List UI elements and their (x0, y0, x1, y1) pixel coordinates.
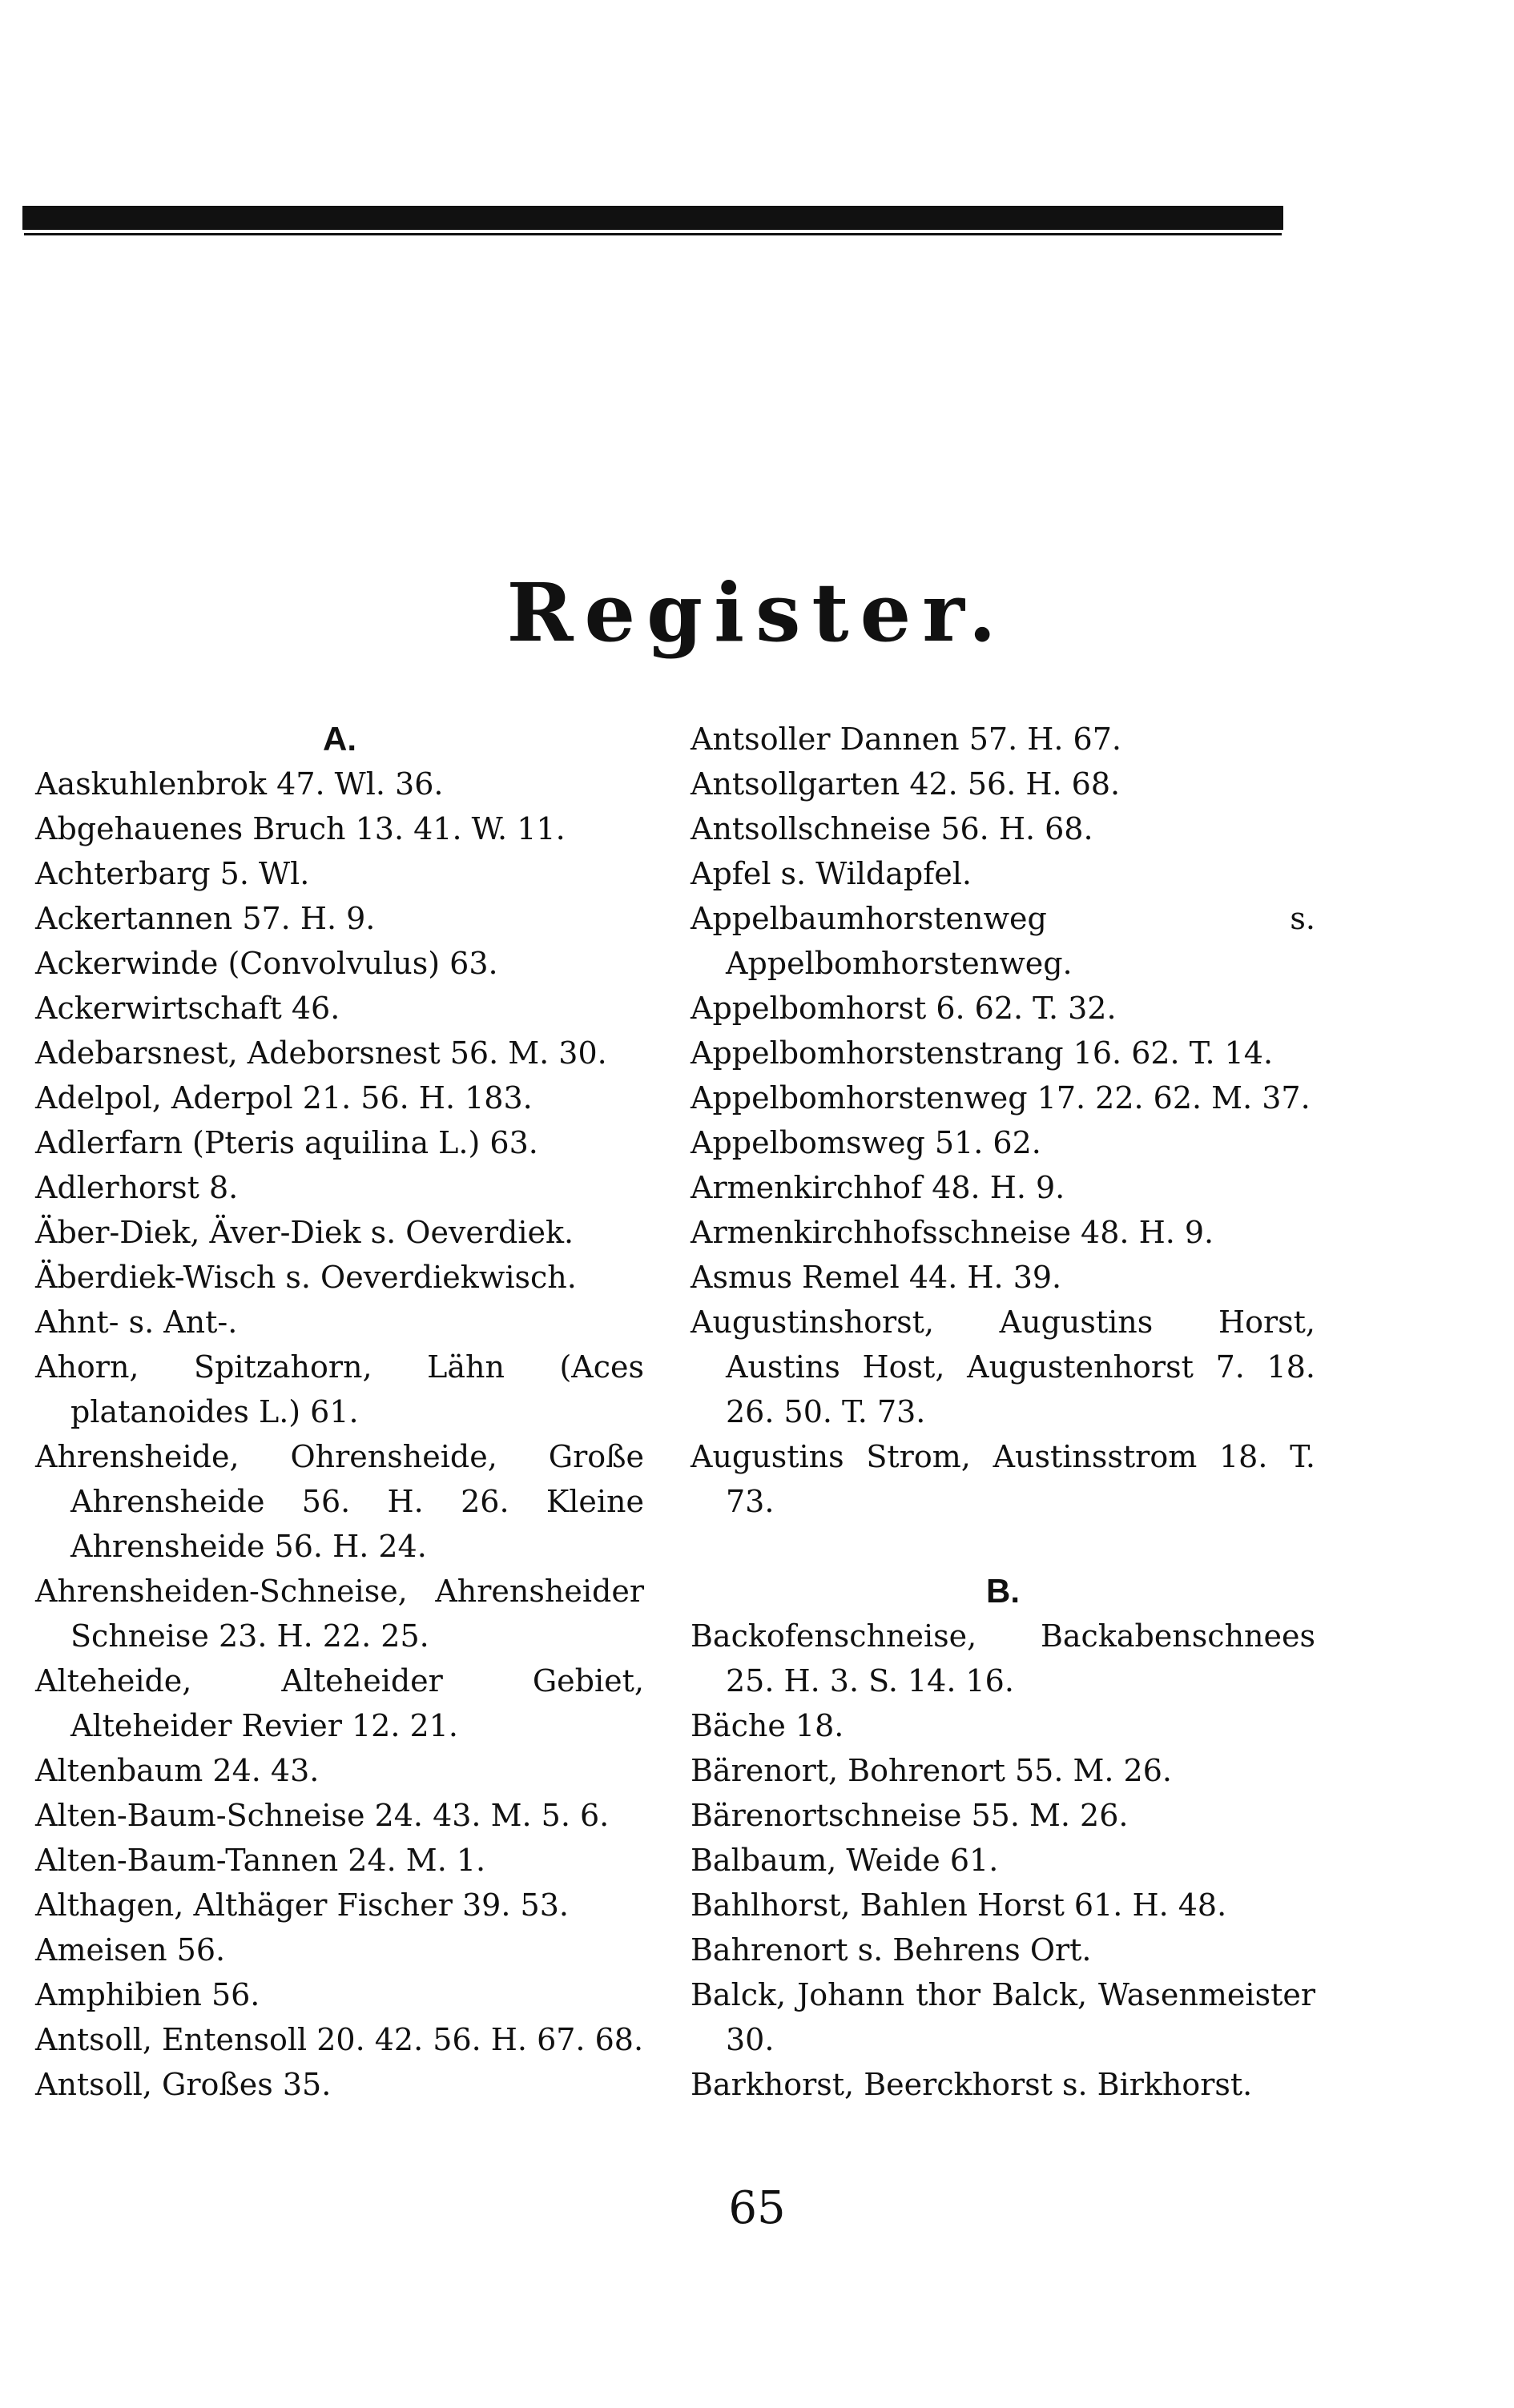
index-entry: Appelbomhorst 6. 62. T. 32. (691, 991, 1117, 1026)
index-entry: Achterbarg 5. Wl. (35, 856, 310, 891)
index-entry: Apfel s. Wildapfel. (691, 856, 972, 891)
index-entry: Althagen, Althäger Fischer 39. 53. (35, 1887, 569, 1923)
index-entry: Bahrenort s. Behrens Ort. (691, 1932, 1092, 1968)
index-entry: Amphibien 56. (35, 1977, 260, 2012)
index-entry: Ackerwirtschaft 46. (35, 991, 340, 1026)
index-entry: Bärenort, Bohrenort 55. M. 26. (691, 1753, 1172, 1788)
index-entry: Antsoll, Großes 35. (35, 2067, 332, 2102)
index-entry: Appelbomsweg 51. 62. (691, 1125, 1041, 1160)
index-entry: Antsollgarten 42. 56. H. 68. (691, 766, 1121, 802)
entry-list-a-continued (691, 717, 1315, 1524)
index-entry: Augustins Strom, Austinsstrom 18. T. 73. (691, 1439, 1315, 1519)
index-entry: Balck, Johann thor Balck, Wasenmeister 30. (691, 1977, 1315, 2057)
index-entry: Äberdiek-Wisch s. Oeverdiekwisch. (35, 1260, 577, 1295)
section-heading-b: B. (986, 1572, 1020, 1610)
section-heading-a: A. (323, 720, 356, 758)
index-entry: Ahrensheiden-Schneise, Ahrensheider Schneise 23. H. 22. 25. (35, 1574, 644, 1654)
index-entry: Ahnt- s. Ant-. (35, 1305, 238, 1340)
index-entry: Adelpol, Aderpol 21. 56. H. 183. (35, 1080, 533, 1116)
index-entry: Antsoll, Entensoll 20. 42. 56. H. 67. 68. (35, 2022, 644, 2057)
index-entry: Alten-Baum-Tannen 24. M. 1. (35, 1843, 486, 1878)
index-entry: Ahorn, Spitzahorn, Lähn (Aces platanoides L.) 61. (35, 1349, 644, 1429)
index-entry: Appelbaumhorstenweg s. Appelbomhorstenweg. (691, 901, 1315, 981)
page-title: Register. (506, 565, 1008, 660)
index-column-left (35, 717, 644, 2107)
index-entry: Ahrensheide, Ohrensheide, Große Ahrensheide 56. H. 26. Kleine Ahrensheide 56. H. 24. (35, 1439, 644, 1564)
index-entry: Adlerfarn (Pteris aquilina L.) 63. (35, 1125, 538, 1160)
index-entry: Alten-Baum-Schneise 24. 43. M. 5. 6. (35, 1798, 610, 1833)
index-entry: Balbaum, Weide 61. (691, 1843, 999, 1878)
index-entry: Barkhorst, Beerckhorst s. Birkhorst. (691, 2067, 1253, 2102)
index-entry: Appelbomhorstenweg 17. 22. 62. M. 37. (691, 1080, 1311, 1116)
index-entry: Antsollschneise 56. H. 68. (691, 811, 1093, 846)
index-entry: Armenkirchhof 48. H. 9. (691, 1170, 1065, 1205)
index-entry: Armenkirchhofsschneise 48. H. 9. (691, 1215, 1214, 1250)
index-entry: Adlerhorst 8. (35, 1170, 239, 1205)
index-entry: Aaskuhlenbrok 47. Wl. 36. (35, 766, 444, 802)
index-entry: Äber-Diek, Äver-Diek s. Oeverdiek. (35, 1215, 574, 1250)
entry-list-a (35, 762, 644, 2107)
index-entry: Antsoller Dannen 57. H. 67. (691, 722, 1121, 757)
index-entry: Asmus Remel 44. H. 39. (691, 1260, 1062, 1295)
index-entry: Ackerwinde (Convolvulus) 63. (35, 946, 498, 981)
index-entry: Appelbomhorstenstrang 16. 62. T. 14. (691, 1035, 1274, 1071)
page-number: 65 (728, 2182, 786, 2234)
index-entry: Bäche 18. (691, 1708, 844, 1743)
index-entry: Ameisen 56. (35, 1932, 226, 1968)
index-entry: Bahlhorst, Bahlen Horst 61. H. 48. (691, 1887, 1227, 1923)
entry-list-b (691, 1614, 1315, 2107)
decorative-top-rule (22, 206, 1283, 230)
index-entry: Ackertannen 57. H. 9. (35, 901, 376, 936)
index-entry: Altenbaum 24. 43. (35, 1753, 320, 1788)
index-entry: Alteheide, Alteheider Gebiet, Alteheider Revier 12. 21. (35, 1663, 644, 1743)
index-entry: Bärenortschneise 55. M. 26. (691, 1798, 1129, 1833)
index-column-right (691, 717, 1315, 2107)
index-entry: Backofenschneise, Backabenschnees 25. H. 3. S. 14. 16. (691, 1618, 1315, 1698)
index-entry: Adebarsnest, Adeborsnest 56. M. 30. (35, 1035, 607, 1071)
index-entry: Abgehauenes Bruch 13. 41. W. 11. (35, 811, 566, 846)
index-entry: Augustinshorst, Augustins Horst, Austins Host, Augustenhorst 7. 18. 26. 50. T. 73. (691, 1305, 1315, 1429)
